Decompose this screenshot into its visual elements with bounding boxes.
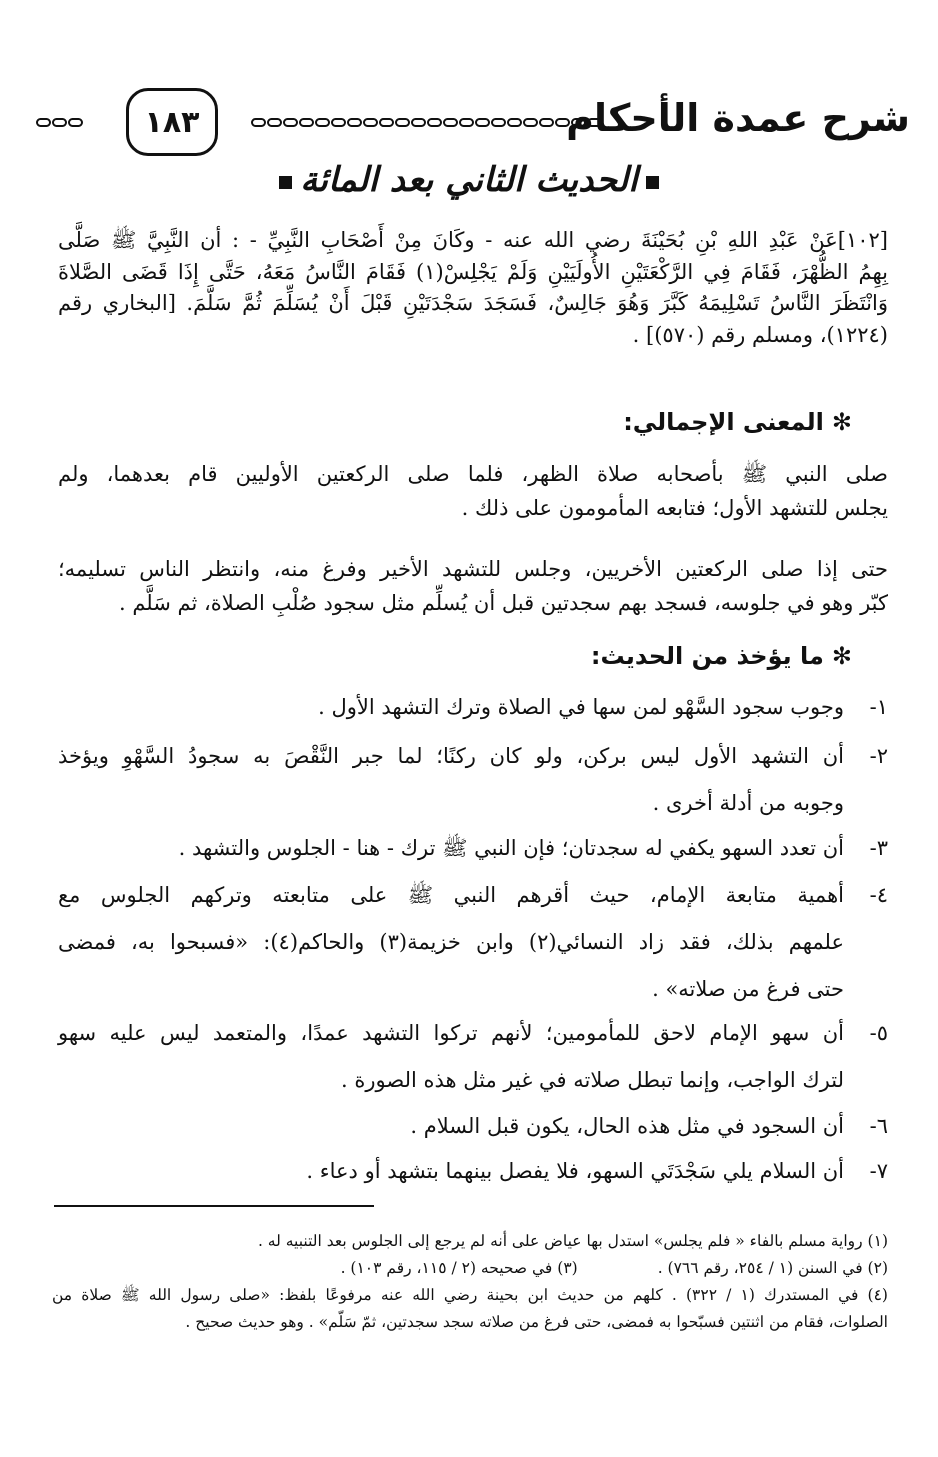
list-number: ١- bbox=[869, 695, 888, 719]
list-text: لترك الواجب، وإنما تبطل صلاته في غير مثل هذه الصورة . bbox=[341, 1068, 844, 1092]
decorative-chain-border bbox=[36, 118, 83, 130]
footnote-row bbox=[52, 1255, 888, 1282]
footnote-1: (١) رواية مسلم بالفاء « فلم يجلس» استدل بها عياض على أنه لم يرجع إلى الجلوس بعد التنبيه له . bbox=[257, 1232, 888, 1250]
list-item bbox=[58, 1103, 888, 1150]
book-title: شرح عمدة الأحكام bbox=[566, 96, 910, 140]
hadith-text bbox=[58, 225, 888, 351]
hadith-title-text: الحديث الثاني بعد المائة bbox=[300, 160, 638, 200]
list-text: أن تعدد السهو يكفي له سجدتان؛ فإن النبي ﷺ ترك - هنا - الجلوس والتشهد . bbox=[178, 836, 844, 860]
summary-line: كبّر وهو في جلوسه، فسجد بهم سجدتين قبل أن يُسلِّم مثل سجود صُلْبِ الصلاة، ثم سَلَّم . bbox=[118, 590, 888, 615]
summary-paragraph bbox=[58, 553, 888, 620]
summary-paragraph bbox=[58, 458, 888, 525]
list-item bbox=[58, 872, 888, 1013]
asterisk-icon: ✻ bbox=[831, 642, 852, 670]
list-item bbox=[58, 1010, 888, 1104]
hadith-title bbox=[0, 160, 938, 200]
list-item bbox=[58, 733, 888, 827]
list-number: ٣- bbox=[869, 836, 888, 860]
asterisk-icon: ✻ bbox=[831, 408, 852, 436]
list-text: أن التشهد الأول ليس بركن، ولو كان ركنًا؛ لما جبر النَّقْصَ به سجودُ السَّهْوِ ويؤخذ bbox=[58, 744, 844, 768]
summary-line: يجلس للتشهد الأول؛ فتابعه المأمومون على ذلك . bbox=[461, 495, 888, 520]
list-item bbox=[58, 1148, 888, 1195]
hadith-line: وَانْتَظَرَ النَّاسُ تَسْلِيمَهُ كَبَّرَ وَهُوَ جَالِسٌ، فَسَجَدَ سَجْدَتَيْنِ قَبْلَ أَنْ يُسَلِّمَ ثُمَّ سَلَّمَ. [البخاري رقم bbox=[58, 291, 888, 315]
summary-line: صلى النبي ﷺ بأصحابه صلاة الظهر، فلما صلى الركعتين الأوليين قام بعدهما، ولم bbox=[58, 462, 888, 486]
footnote-separator bbox=[54, 1205, 374, 1207]
square-bullet-icon bbox=[279, 176, 292, 189]
hadith-line: بِهِمُ الظُّهْرَ، فَقَامَ فِي الرَّكْعَتَيْنِ الأُولَيَيْنِ وَلَمْ يَجْلِسْ(١) فَقَامَ النَّاسُ مَعَهُ، حَتَّى إِذَا قَضَى الصَّلاةَ bbox=[58, 259, 888, 284]
list-text: وجوبه من أدلة أخرى . bbox=[652, 791, 844, 815]
summary-heading: ✻المعنى الإجمالي: bbox=[623, 408, 852, 436]
decorative-chain-border bbox=[251, 118, 602, 130]
footnote-3: (٣) في صحيحه (٢ / ١١٥، رقم ١٠٣) . bbox=[340, 1259, 578, 1277]
list-text: وجوب سجود السَّهْو لمن سها في الصلاة وترك التشهد الأول . bbox=[318, 695, 844, 719]
footnotes bbox=[52, 1228, 888, 1336]
hadith-line: (١٢٢٤)، ومسلم رقم (٥٧٠)] . bbox=[632, 322, 888, 347]
list-text: أن السلام يلي سَجْدَتَي السهو، فلا يفصل بينهما بتشهد أو دعاء . bbox=[306, 1159, 844, 1183]
page-number: ١٨٣ bbox=[126, 88, 218, 156]
list-number: ٢- bbox=[869, 744, 888, 768]
list-number: ٧- bbox=[869, 1159, 888, 1183]
list-item bbox=[58, 825, 888, 872]
hadith-line: [١٠٢]عَنْ عَبْدِ اللهِ بْنِ بُحَيْنَةَ رضي الله عنه - وكَانَ مِنْ أَصْحَابِ النَّبِيِّ - : أن النَّبِيَّ ﷺ صَلَّى bbox=[58, 228, 888, 252]
list-text: أهمية متابعة الإمام، حيث أقرهم النبي ﷺ على متابعته وتركهم الجلوس مع bbox=[58, 883, 844, 907]
footnote-4: (٤) في المستدرك (١ / ٣٢٢) . كلهم من حديث ابن بحينة رضي الله عنه مرفوعًا بلفظ: «صلى رسول الله ﷺ صلاة من bbox=[52, 1286, 888, 1304]
list-item bbox=[58, 684, 888, 731]
square-bullet-icon bbox=[646, 176, 659, 189]
list-text: أن سهو الإمام لاحق للمأمومين؛ لأنهم تركوا التشهد عمدًا، والمتعمد ليس عليه سهو bbox=[58, 1021, 844, 1045]
footnote-2: (٢) في السنن (١ / ٢٥٤، رقم ٧٦٦) . bbox=[657, 1259, 888, 1277]
list-number: ٤- bbox=[869, 883, 888, 907]
list-number: ٥- bbox=[869, 1021, 888, 1045]
list-text: أن السجود في مثل هذه الحال، يكون قبل السلام . bbox=[410, 1114, 844, 1138]
list-text: علمهم بذلك، فقد زاد النسائي(٢) وابن خزيمة(٣) والحاكم(٤): «فسبحوا به، فمضى bbox=[58, 930, 845, 954]
footnote-4-cont: الصلوات، فقام من اثنتين فسبّحوا به فمضى، حتى فرغ من صلاته سجد سجدتين، ثمّ سَلّم» . وهو حديث صحيح . bbox=[185, 1313, 888, 1331]
list-text: حتى فرغ من صلاته» . bbox=[652, 977, 844, 1001]
benefits-heading: ✻ما يؤخذ من الحديث: bbox=[590, 642, 852, 670]
summary-line: حتى إذا صلى الركعتين الأخريين، وجلس للتشهد الأخير وفرغ منه، وانتظر الناس تسليمه؛ bbox=[58, 557, 888, 581]
list-number: ٦- bbox=[869, 1114, 888, 1138]
